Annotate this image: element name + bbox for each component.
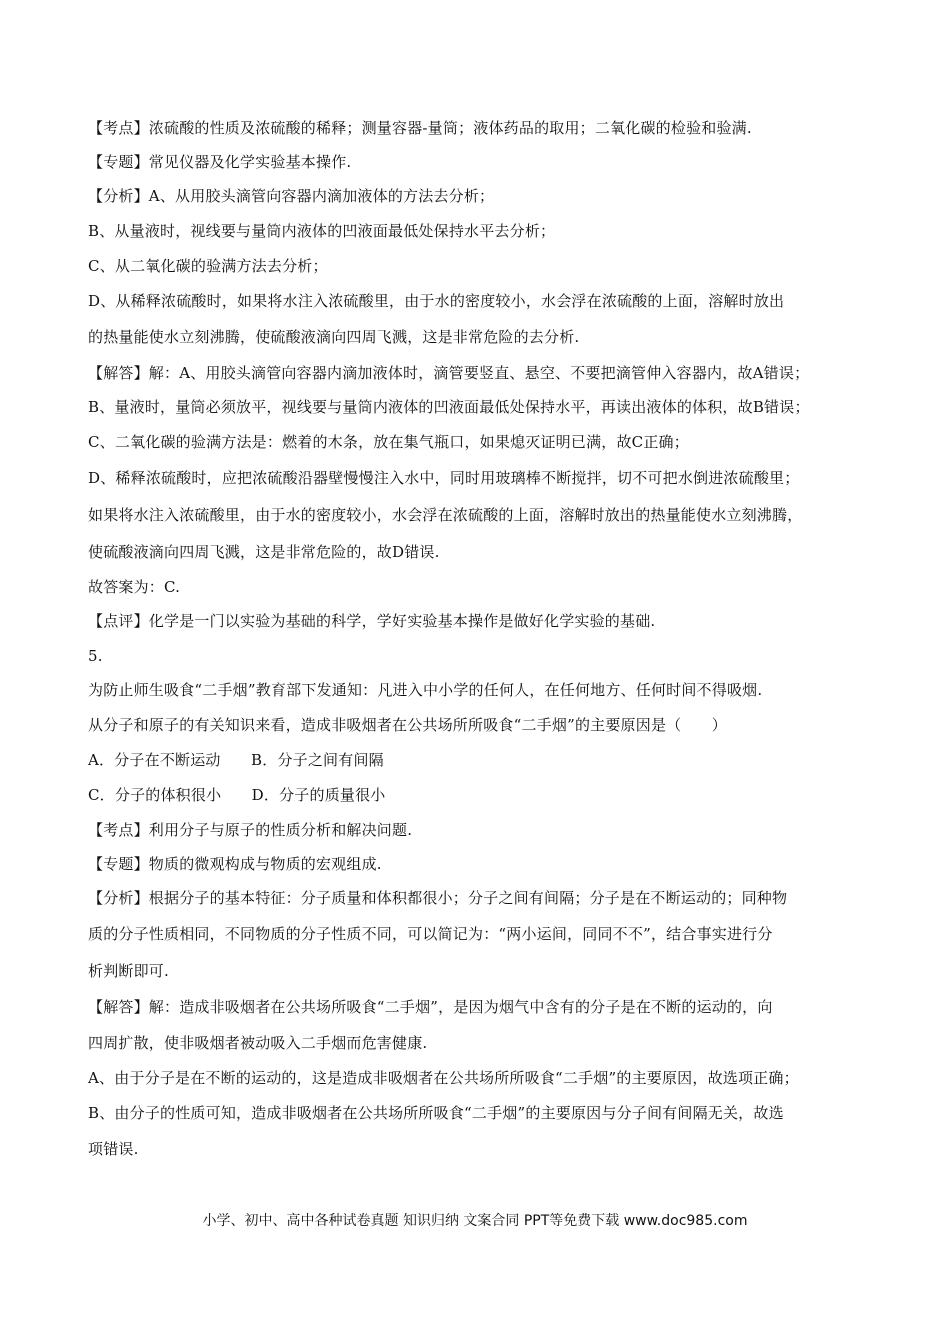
text-line: 【考点】利用分子与原子的性质分析和解决问题. <box>88 821 413 839</box>
text-line: 【分析】A、从用胶头滴管向容器内滴加液体的方法去分析； <box>88 187 495 205</box>
text-line: B、量液时，量筒必须放平，视线要与量筒内液体的凹液面最低处保持水平，再读出液体的体积，故B错误； <box>88 398 810 416</box>
text-line: 使硫酸液滴向四周飞溅，这是非常危险的，故D错误. <box>88 543 440 561</box>
question-number: 5. <box>88 647 103 665</box>
text-line: A、由于分子是在不断的运动的，这是造成非吸烟者在公共场所所吸食“二手烟”的主要原因，故选项正确； <box>88 1069 799 1087</box>
text-line: 如果将水注入浓硫酸里，由于水的密度较小，水会浮在浓硫酸的上面，溶解时放出的热量能使水立刻沸腾， <box>88 506 803 524</box>
text-line: 【专题】物质的微观构成与物质的宏观组成. <box>88 855 382 873</box>
text-line: 四周扩散，使非吸烟者被动吸入二手烟而危害健康. <box>88 1034 428 1052</box>
text-line: 【考点】浓硫酸的性质及浓硫酸的稀释；测量容器-量筒；液体药品的取用；二氧化碳的检验和验满. <box>88 119 752 137</box>
answer-options: C．分子的体积很小 D．分子的质量很小 <box>88 786 386 804</box>
text-line: 【专题】常见仪器及化学实验基本操作. <box>88 153 352 171</box>
text-line: 析判断即可. <box>88 962 169 980</box>
text-line: C、二氧化碳的验满方法是：燃着的木条，放在集气瓶口，如果熄灭证明已满，故C正确； <box>88 433 689 451</box>
text-line: 【点评】化学是一门以实验为基础的科学，学好实验基本操作是做好化学实验的基础. <box>88 612 656 630</box>
text-line: 【解答】解：A、用胶头滴管向容器内滴加液体时，滴管要竖直、悬空、不要把滴管伸入容器内，故A错误； <box>88 364 810 382</box>
text-line: B、从量液时，视线要与量筒内液体的凹液面最低处保持水平去分析； <box>88 222 556 240</box>
answer-options: A．分子在不断运动 B．分子之间有间隔 <box>88 751 384 769</box>
text-line: C、从二氧化碳的验满方法去分析； <box>88 257 328 275</box>
text-line: 故答案为：C. <box>88 578 181 596</box>
text-line: 【解答】解：造成非吸烟者在公共场所吸食“二手烟”，是因为烟气中含有的分子是在不断的运动的，向 <box>88 998 773 1016</box>
question-text: 从分子和原子的有关知识来看，造成非吸烟者在公共场所所吸食“二手烟”的主要原因是（ ） <box>88 716 727 734</box>
text-line: 项错误. <box>88 1140 139 1158</box>
text-line: D、从稀释浓硫酸时，如果将水注入浓硫酸里，由于水的密度较小，水会浮在浓硫酸的上面，溶解时放出 <box>88 292 785 310</box>
text-line: D、稀释浓硫酸时，应把浓硫酸沿器壁慢慢注入水中，同时用玻璃棒不断搅拌，切不可把水倒进浓硫酸里； <box>88 469 800 487</box>
text-line: 【分析】根据分子的基本特征：分子质量和体积都很小；分子之间有间隔；分子是在不断运动的；同种物 <box>88 889 788 907</box>
question-text: 为防止师生吸食“二手烟”教育部下发通知：凡进入中小学的任何人，在任何地方、任何时间不得吸烟. <box>88 681 763 699</box>
page-footer: 小学、初中、高中各种试卷真题 知识归纳 文案合同 PPT等免费下载 www.doc985.com <box>202 1213 748 1229</box>
text-line: 的热量能使水立刻沸腾，使硫酸液滴向四周飞溅，这是非常危险的去分析. <box>88 328 580 346</box>
text-line: B、由分子的性质可知，造成非吸烟者在公共场所所吸食“二手烟”的主要原因与分子间有间隔无关，故选 <box>88 1104 784 1122</box>
text-line: 质的分子性质相同，不同物质的分子性质不同，可以简记为：“两小运间，同同不不”，结合事实进行分 <box>88 925 773 943</box>
